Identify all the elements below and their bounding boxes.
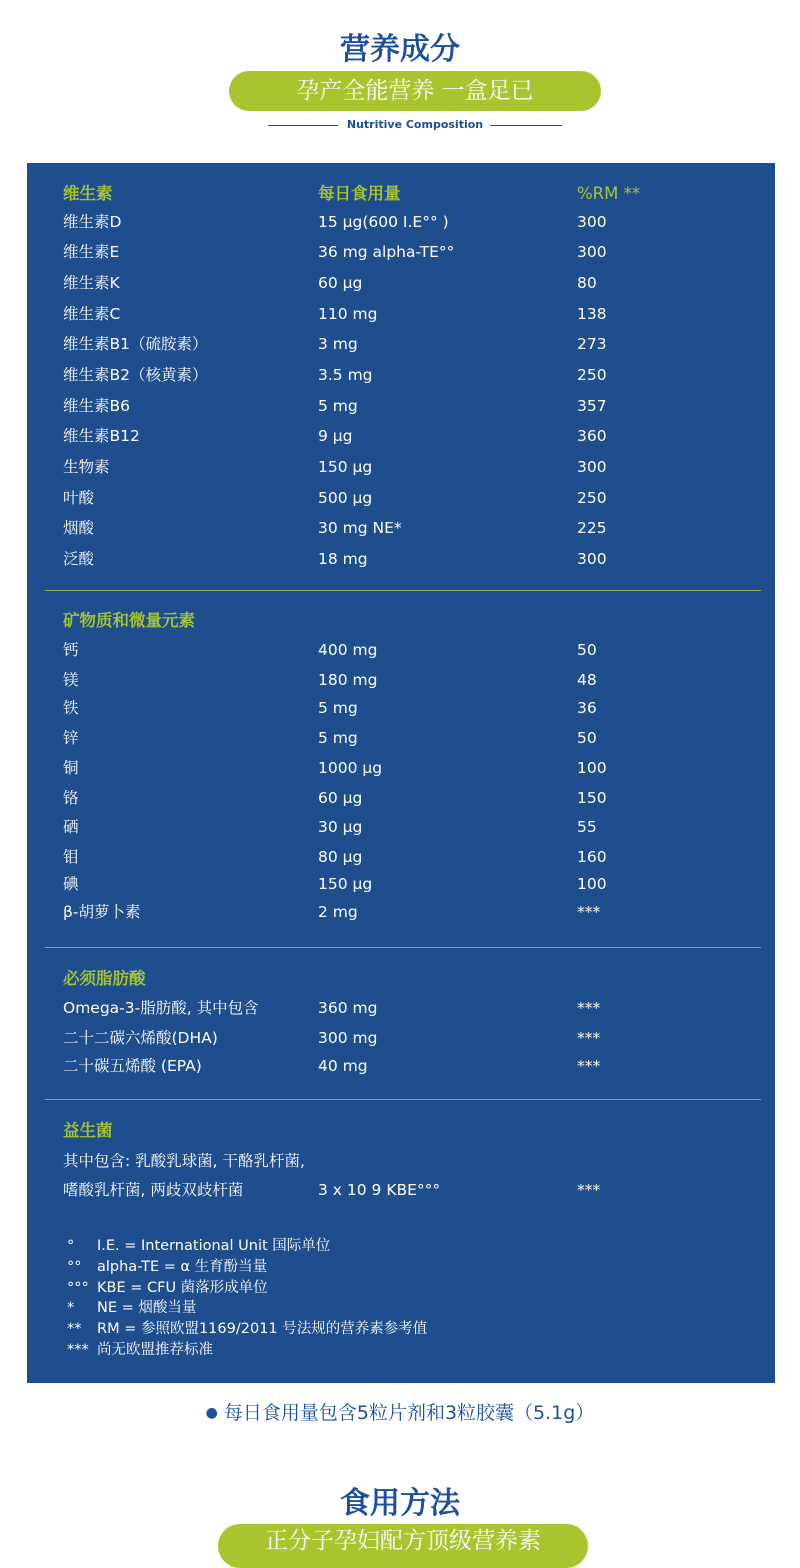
nutrient-name: 镁 — [63, 671, 79, 689]
table-row — [63, 816, 763, 838]
table-row — [63, 395, 763, 417]
probiotics-amount: 3 x 10 9 KBE°°° — [318, 1181, 441, 1199]
nutrient-name: 硒 — [63, 818, 79, 836]
nutrient-amount: 9 μg — [318, 427, 353, 445]
table-row — [63, 757, 763, 779]
nutrient-amount: 60 μg — [318, 789, 363, 807]
table-row — [63, 901, 763, 923]
footnote — [67, 1236, 427, 1257]
nutrient-rm: 300 — [577, 213, 607, 231]
nutrient-name: 铬 — [63, 789, 79, 807]
nutrient-name: β-胡萝卜素 — [63, 903, 141, 921]
nutrient-amount: 150 μg — [318, 458, 373, 476]
daily-intake-text: 每日食用量包含5粒片剂和3粒胶囊（5.1g） — [223, 1402, 595, 1424]
footnote — [67, 1278, 427, 1299]
col-rm-label: %RM ** — [577, 184, 641, 203]
nutrient-name: 二十二碳六烯酸(DHA) — [63, 1029, 218, 1047]
table-row — [63, 211, 763, 233]
nutrient-rm: 50 — [577, 641, 597, 659]
probiotics-rm: *** — [577, 1181, 601, 1199]
nutrient-name: 烟酸 — [63, 519, 95, 537]
table-row — [63, 364, 763, 386]
nutrient-rm: 300 — [577, 550, 607, 568]
tagline-pill: 孕产全能营养 一盒足已 — [229, 71, 601, 111]
nutrient-rm: *** — [577, 903, 601, 921]
table-row — [63, 997, 763, 1019]
nutrient-amount: 3 mg — [318, 335, 358, 353]
nutrient-amount: 110 mg — [318, 305, 378, 323]
footnote-text: RM = 参照欧盟1169/2011 号法规的营养素参考值 — [97, 1321, 428, 1338]
footnotes — [67, 1236, 427, 1361]
footnote-text: KBE = CFU 菌落形成单位 — [97, 1279, 268, 1296]
nutrient-rm: 300 — [577, 243, 607, 261]
table-row — [63, 1055, 763, 1077]
nutrient-name: 生物素 — [63, 458, 110, 476]
nutrient-name: 维生素B1（硫胺素） — [63, 335, 208, 353]
subtitle-en: Nutritive Composition — [346, 118, 484, 131]
nutrition-panel — [27, 163, 775, 1383]
nutrient-name: 泛酸 — [63, 550, 95, 568]
nutrient-name: 维生素C — [63, 305, 121, 323]
table-row — [63, 873, 763, 895]
nutrient-rm: 36 — [577, 699, 597, 717]
nutrient-name: 二十碳五烯酸 (EPA) — [63, 1057, 202, 1075]
probiotics-strains: 其中包含: 乳酸乳球菌, 干酪乳杆菌, — [63, 1152, 305, 1170]
nutrient-name: 维生素D — [63, 213, 122, 231]
nutrient-amount: 15 μg(600 I.E°° ) — [318, 213, 449, 231]
subtitle-line-right — [490, 125, 562, 126]
nutrient-rm: 100 — [577, 759, 607, 777]
probiotics-header-row — [63, 1120, 763, 1142]
probiotics-line-2 — [63, 1179, 763, 1201]
footnote — [67, 1319, 427, 1340]
table-row — [63, 333, 763, 355]
probiotics-line-1 — [63, 1150, 763, 1172]
nutrient-name: 钙 — [63, 641, 79, 659]
nutrient-rm: 225 — [577, 519, 607, 537]
nutrient-amount: 18 mg — [318, 550, 368, 568]
nutrient-amount: 36 mg alpha-TE°° — [318, 243, 455, 261]
fatty-acids-heading: 必须脂肪酸 — [63, 969, 146, 988]
nutrient-amount: 3.5 mg — [318, 366, 373, 384]
footnote-text: 尚无欧盟推荐标准 — [97, 1341, 213, 1358]
footnote-symbol: *** — [67, 1341, 89, 1358]
nutrient-amount: 1000 μg — [318, 759, 383, 777]
nutrient-amount: 5 mg — [318, 729, 358, 747]
table-row — [63, 639, 763, 661]
nutrient-name: 维生素K — [63, 274, 120, 292]
usage-title: 食用方法 — [340, 1486, 460, 1521]
nutrient-rm: *** — [577, 1029, 601, 1047]
nutrient-name: 维生素B6 — [63, 397, 130, 415]
nutrient-amount: 40 mg — [318, 1057, 368, 1075]
table-row — [63, 487, 763, 509]
footnote — [67, 1298, 427, 1319]
footnote-symbol: ° — [67, 1238, 75, 1254]
nutrient-rm: 100 — [577, 875, 607, 893]
nutrient-name: 铁 — [63, 699, 79, 717]
section-divider — [45, 1099, 761, 1100]
footnote-symbol: °°° — [67, 1279, 89, 1296]
nutrient-rm: 55 — [577, 818, 597, 836]
nutrient-amount: 150 μg — [318, 875, 373, 893]
nutrient-rm: 360 — [577, 427, 607, 445]
table-row — [63, 846, 763, 868]
nutrient-rm: 160 — [577, 848, 607, 866]
footnote — [67, 1257, 427, 1278]
nutrient-rm: 357 — [577, 397, 607, 415]
footnote-symbol: * — [67, 1300, 75, 1317]
probiotics-heading: 益生菌 — [63, 1121, 113, 1140]
nutrient-amount: 30 μg — [318, 818, 363, 836]
nutrient-rm: 250 — [577, 489, 607, 507]
nutrient-rm: *** — [577, 1057, 601, 1075]
nutrient-name: 叶酸 — [63, 489, 95, 507]
nutrient-amount: 5 mg — [318, 397, 358, 415]
table-row — [63, 517, 763, 539]
col-amount-label: 每日食用量 — [318, 184, 401, 203]
table-row — [63, 272, 763, 294]
nutrient-amount: 2 mg — [318, 903, 358, 921]
nutrient-rm: 138 — [577, 305, 607, 323]
nutrient-amount: 5 mg — [318, 699, 358, 717]
nutrient-name: 维生素E — [63, 243, 120, 261]
nutrient-name: 锌 — [63, 729, 79, 747]
section-divider — [45, 947, 761, 948]
minerals-heading: 矿物质和微量元素 — [63, 611, 195, 630]
table-row — [63, 669, 763, 691]
footnote-symbol: ** — [67, 1321, 82, 1338]
table-row — [63, 548, 763, 570]
nutrient-rm: 273 — [577, 335, 607, 353]
section-divider — [45, 590, 761, 591]
probiotics-strains-cont: 嗜酸乳杆菌, 两歧双歧杆菌 — [63, 1181, 244, 1199]
footnote-symbol: °° — [67, 1258, 82, 1275]
nutrient-amount: 360 mg — [318, 999, 378, 1017]
nutrient-rm: 300 — [577, 458, 607, 476]
nutrient-rm: 50 — [577, 729, 597, 747]
nutrient-amount: 60 μg — [318, 274, 363, 292]
bullet-icon: ● — [205, 1405, 218, 1421]
nutrient-rm: 48 — [577, 671, 597, 689]
table-row — [63, 787, 763, 809]
table-row — [63, 425, 763, 447]
table-row — [63, 456, 763, 478]
table-row — [63, 303, 763, 325]
fatty-acids-header-row — [63, 968, 763, 990]
nutrient-amount: 300 mg — [318, 1029, 378, 1047]
vitamins-heading: 维生素 — [63, 184, 113, 203]
nutrient-amount: 30 mg NE* — [318, 519, 402, 537]
table-row — [63, 697, 763, 719]
footnote-text: alpha-TE = α 生育酚当量 — [97, 1258, 268, 1275]
nutrient-amount: 500 μg — [318, 489, 373, 507]
subtitle-row — [268, 117, 562, 133]
nutrient-name: Omega-3-脂肪酸, 其中包含 — [63, 999, 259, 1017]
table-row — [63, 1027, 763, 1049]
nutrient-amount: 80 μg — [318, 848, 363, 866]
nutrient-rm: 80 — [577, 274, 597, 292]
footnote-text: NE = 烟酸当量 — [97, 1300, 197, 1317]
nutrient-name: 铜 — [63, 759, 79, 777]
nutrient-name: 维生素B2（核黄素） — [63, 366, 208, 384]
nutrient-rm: 250 — [577, 366, 607, 384]
nutrient-rm: 150 — [577, 789, 607, 807]
nutrient-rm: *** — [577, 999, 601, 1017]
nutrient-amount: 400 mg — [318, 641, 378, 659]
nutrient-name: 碘 — [63, 875, 79, 893]
minerals-header-row — [63, 610, 763, 632]
footnote-text: I.E. = International Unit 国际单位 — [97, 1238, 331, 1254]
daily-intake-note — [0, 1398, 800, 1425]
nutrient-name: 钼 — [63, 848, 79, 866]
footnote — [67, 1340, 427, 1361]
nutrient-name: 维生素B12 — [63, 427, 140, 445]
table-row — [63, 727, 763, 749]
vitamins-header-row — [63, 183, 763, 205]
nutrient-amount: 180 mg — [318, 671, 378, 689]
usage-tagline-pill: 正分子孕妇配方顶级营养素 — [218, 1524, 588, 1568]
table-row — [63, 241, 763, 263]
page-title: 营养成分 — [340, 32, 460, 67]
